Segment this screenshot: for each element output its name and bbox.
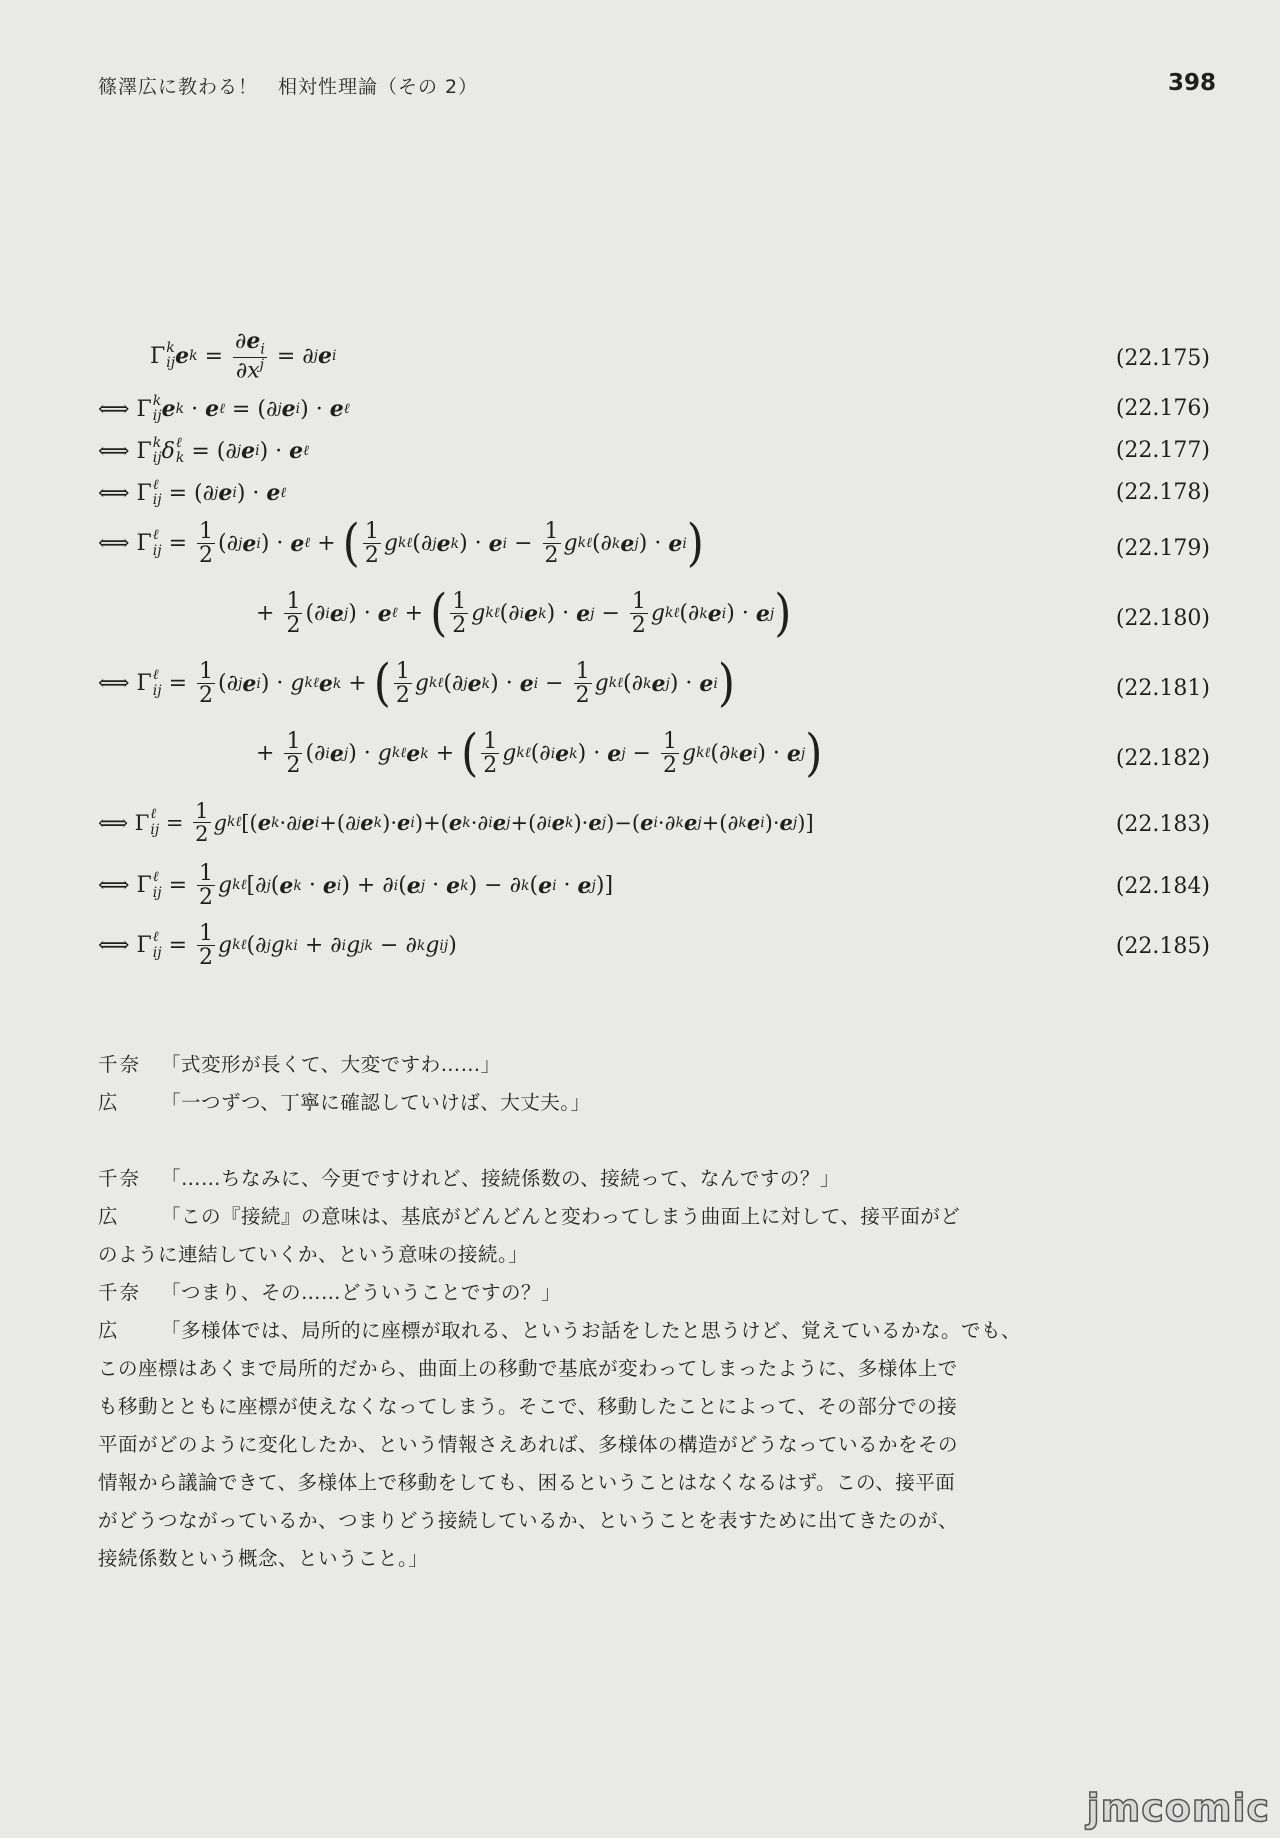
equation-22-176: ⟺ Γ k ij e k · e ℓ = (∂ j e i ) · e ℓ (22.176) [98, 393, 1210, 425]
equation-number: (22.177) [1115, 438, 1210, 463]
page-header [98, 72, 1216, 106]
equation-22-181: ⟺ Γ ℓ ij = $\frac{1}{2}$ (∂ j e i ) · g kℓ e k + ( $\frac{1}{2}$ g kℓ (∂ j e k ) · e i − $\frac{1}{2}$ g kℓ (∂ k e j ) · e i ) (22.181) [98, 653, 1210, 713]
equation-22-177: ⟺ Γ k ij δ ℓ k = (∂ j e i ) · e ℓ (22.177) [98, 435, 1210, 467]
equation-number: (22.178) [1115, 480, 1210, 505]
speech-text: 平面がどのように変化したか、という情報さえあれば、多様体の構造がどうなっているかをその [98, 1433, 959, 1456]
equation-number: (22.181) [1115, 676, 1210, 701]
equation-22-175: Γ k ij e k = $\frac{\partial e_i}{\partial x^j}$ = ∂ j e i (22.175) [150, 328, 1210, 384]
speaker-name: 千奈 [98, 1281, 142, 1304]
speaker-name: 広 [98, 1091, 120, 1114]
speech-text: のように連結していくか、という意味の接続。」 [98, 1243, 529, 1266]
watermark-logo: jmcomic [1086, 1786, 1270, 1830]
equation-22-183: ⟺ Γ ℓ ij = $\frac{1}{2}$ g kℓ [( e k ·∂ j e i +(∂ j e k )· e i )+( e k ·∂ i e j +(∂ i e k )· e j )−( e i ·∂ k e j +(∂ k e i )· e j )] (22.183) [98, 799, 1210, 847]
speech-text: 「この『接続』の意味は、基底がどんどんと変わってしまう曲面上に対して、接平面がど [161, 1205, 961, 1228]
equation-22-184: ⟺ Γ ℓ ij = $\frac{1}{2}$ g kℓ [∂ j ( e k · e i ) + ∂ i ( e j · e k ) − ∂ k ( e i · e j )] (22.184) [98, 861, 1210, 911]
equation-22-185: ⟺ Γ ℓ ij = $\frac{1}{2}$ g kℓ (∂ j g ki + ∂ i g jk − ∂ k g ij ) (22.185) [98, 921, 1210, 971]
page-number: 398 [1167, 70, 1216, 96]
equation-22-180: + $\frac{1}{2}$ (∂ i e j ) · e ℓ + ( $\frac{1}{2}$ g kℓ (∂ i e k ) · e j − $\frac{1}{2}$ g kℓ (∂ k e i ) · e j ) (22.180) [256, 583, 1210, 643]
speech-text: 「つまり、その……どういうことですの？」 [161, 1281, 562, 1304]
equation-number: (22.182) [1115, 746, 1210, 771]
speech-text: この座標はあくまで局所的だから、曲面上の移動で基底が変わってしまったように、多様体上で [98, 1357, 958, 1380]
speech-text: 「……ちなみに、今更ですけれど、接続係数の、接続って、なんですの？」 [161, 1167, 840, 1190]
equation-number: (22.180) [1115, 606, 1210, 631]
equation-number: (22.175) [1115, 346, 1210, 371]
equation-number: (22.179) [1115, 536, 1210, 561]
speech-text: 「式変形が長くて、大変ですわ……」 [161, 1053, 501, 1076]
speech-text: 接続係数という概念、ということ。」 [98, 1547, 429, 1570]
speech-text: 情報から議論できて、多様体上で移動をしても、困るということはなくなるはず。この、接平面 [98, 1471, 956, 1494]
equation-number: (22.176) [1115, 396, 1210, 421]
equation-22-179: ⟺ Γ ℓ ij = $\frac{1}{2}$ (∂ j e i ) · e ℓ + ( $\frac{1}{2}$ g kℓ (∂ j e k ) · e i − $\frac{1}{2}$ g kℓ (∂ k e j ) · e i ) (22.179) [98, 513, 1210, 573]
running-title: 篠澤広に教わる！ 相対性理論（その 2） [98, 76, 479, 98]
equation-22-182: + $\frac{1}{2}$ (∂ i e j ) · g kℓ e k + ( $\frac{1}{2}$ g kℓ (∂ i e k ) · e j − $\frac{1}{2}$ g kℓ (∂ k e i ) · e j ) (22.182) [256, 723, 1210, 783]
speaker-name: 千奈 [98, 1053, 142, 1076]
speech-text: も移動とともに座標が使えなくなってしまう。そこで、移動したことによって、その部分での接 [98, 1395, 958, 1418]
equation-number: (22.185) [1115, 934, 1210, 959]
speaker-name: 千奈 [98, 1167, 142, 1190]
speech-text: がどうつながっているか、つまりどう接続しているか、ということを表すために出てきたのが、 [98, 1509, 959, 1532]
speech-text: 「多様体では、局所的に座標が取れる、というお話をしたと思うけど、覚えているかな。でも、 [161, 1319, 1022, 1342]
speech-text: 「一つずつ、丁寧に確認していけば、大丈夫。」 [161, 1091, 591, 1114]
equation-number: (22.183) [1115, 812, 1210, 837]
equation-number: (22.184) [1115, 874, 1210, 899]
speaker-name: 広 [98, 1319, 120, 1342]
equation-22-178: ⟺ Γ ℓ ij = (∂ j e i ) · e ℓ (22.178) [98, 477, 1210, 509]
speaker-name: 広 [98, 1205, 120, 1228]
